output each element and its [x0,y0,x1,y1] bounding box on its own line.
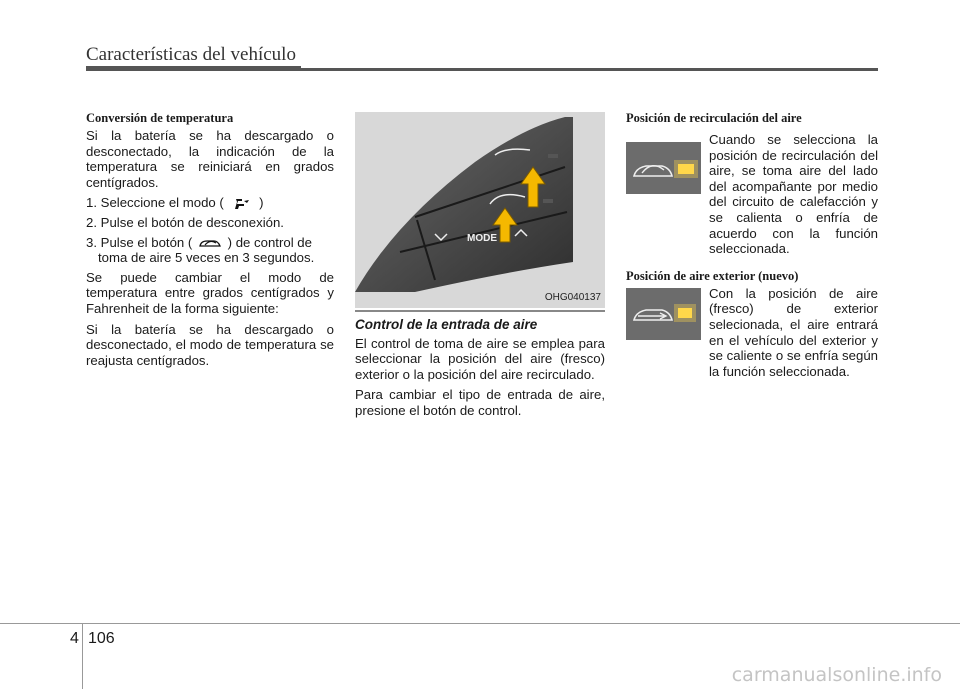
step-2: 2. Pulse el botón de desconexión. [86,214,284,230]
section-heading: Posición de recirculación del aire [626,111,802,125]
paragraph: Para cambiar el tipo de entrada de aire, presione el botón de control. [355,387,605,418]
air-intake-icon [196,236,224,250]
section-heading: Posición de aire exterior (nuevo) [626,268,799,283]
page-number: 106 [88,630,115,647]
photo-divider [355,310,605,312]
paragraph: Si la batería se ha descargado o desconectado, el modo de temperatura se reajusta centígrados. [86,321,334,368]
chapter-number: 4 [70,630,79,647]
fresh-air-item [626,286,878,380]
recirculation-button-icon [626,142,701,194]
footer-divider [82,624,83,689]
column-air-positions [626,111,878,391]
section-heading: Control de la entrada de aire [355,317,538,332]
fresh-air-button-icon [626,288,701,340]
watermark: carmanualsonline.info [731,664,942,686]
paragraph: Se puede cambiar el modo de temperatura entre grados centígrados y Fahrenheit de la forma siguiente: [86,269,334,316]
step-3: 3. Pulse el botón ( ) de control de toma de aire 5 veces en 3 segundos. [86,234,315,266]
paragraph: El control de toma de aire se emplea para seleccionar la posición del aire (fresco) exterior o la posición del aire recirculado. [355,335,605,382]
paragraph: Con la posición de aire (fresco) de exterior selecionada, el aire entrará en el vehículo del exterior y se caliente o se enfría según la función seleccionada. [709,285,878,379]
photo-code: OHG040137 [544,292,601,304]
control-panel-photo [355,112,605,308]
column-temperature-conversion [86,111,334,373]
section-heading: Conversión de temperatura [86,111,234,125]
photo-mode-label: MODE [467,233,497,244]
paragraph: Cuando se selecciona la posición de recirculación del aire, se toma aire del lado del acompañante por medio del circuito de calefacción y se calienta o enfría de acuerdo con la función seleccionada. [709,132,878,257]
recirculation-item [626,128,878,257]
header-rule-accent [86,66,301,71]
header-title: Características del vehículo [86,44,296,65]
step-1: 1. Seleccione el modo ( ) [86,195,264,211]
paragraph: Si la batería se ha descargado o desconectado, la indicación de la temperatura se reiniciará en grados centígrados. [86,128,334,190]
footer-rule [0,623,960,624]
control-panel-illustration [355,112,605,308]
column-air-intake [355,112,605,424]
mode-fan-icon [227,197,255,211]
